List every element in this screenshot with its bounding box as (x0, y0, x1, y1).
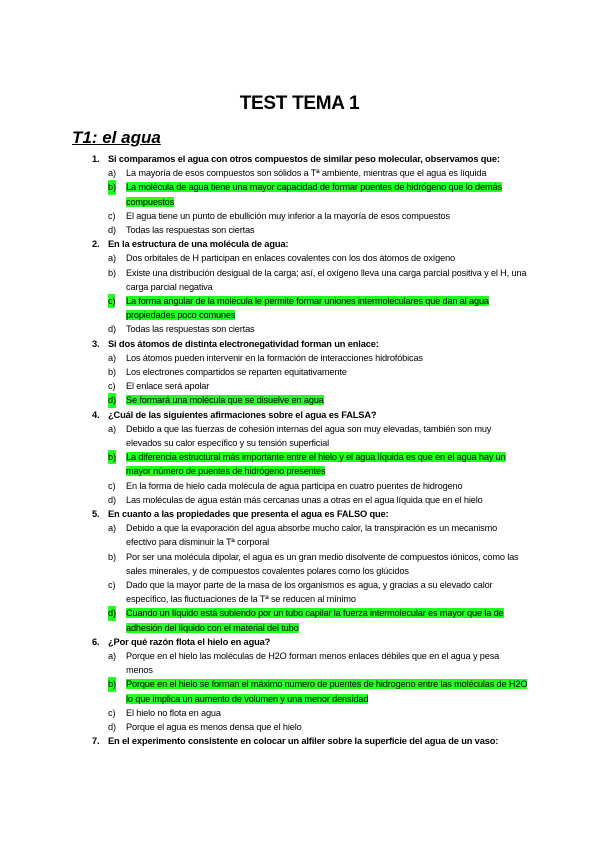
question-4 (0, 408, 599, 507)
answer-option (0, 294, 599, 322)
question-stem (0, 237, 599, 251)
question-number: 5. (92, 509, 100, 520)
option-letter: c) (108, 294, 115, 308)
answer-option (0, 393, 599, 407)
question-text: ¿Por qué razón flota el hielo en agua? (108, 636, 271, 647)
question-text: En el experimento consistente en colocar un alfiler sobre la superficie del agua de un vaso: (108, 736, 499, 747)
option-letter: c) (108, 210, 116, 221)
page-title: TEST TEMA 1 (239, 93, 360, 114)
answer-option (0, 720, 599, 734)
option-letter: b) (108, 267, 116, 278)
answer-option (0, 365, 599, 379)
highlighted-answer-text: La diferencia estructural más importante entre el hielo y el agua líquida es que en el agua hay un mayor número de puentes de hidrógeno presentes (126, 452, 506, 477)
answer-option (0, 379, 599, 393)
answer-option (0, 180, 599, 208)
question-stem (0, 337, 599, 351)
question-number: 4. (92, 409, 100, 420)
answer-option (0, 606, 599, 634)
highlighted-answer-text: La forma angular de la molécula le permite formar uniones intermoleculares que dan al agua propiedades poco comunes (126, 296, 489, 321)
option-letter: c) (108, 707, 116, 718)
question-6 (0, 635, 599, 734)
question-list (0, 152, 599, 748)
section-heading: T1: el agua (72, 128, 161, 147)
option-text: Los electrones compartidos se reparten equitativamente (126, 367, 347, 377)
question-stem (0, 635, 599, 649)
option-letter: a) (108, 523, 116, 534)
option-letter: b) (108, 367, 116, 377)
answer-option (0, 209, 599, 223)
option-text: Porque en el hielo las moléculas de H2O forman menos enlaces débiles que en el agua y pesa menos (126, 651, 500, 676)
option-text: Porque el agua es menos densa que el hielo (126, 722, 302, 733)
option-text: Todas las respuestas son ciertas (126, 324, 255, 335)
answer-option (0, 266, 599, 294)
question-text: En la estructura de una molécula de agua: (108, 239, 289, 250)
option-letter: d) (108, 225, 116, 235)
highlighted-answer-text: Porque en el hielo se forman el máximo numero de puentes de hidrogeno entre las moléculas de H2O lo que implica un aumento de volumen y una menor densidad (126, 679, 528, 704)
option-text: En la forma de hielo cada molécula de agua participa en cuatro puentes de hidrogeno (126, 480, 463, 491)
option-text: Los átomos pueden intervenir en la formación de interacciones hidrofóbicas (126, 352, 423, 363)
option-letter: b) (108, 551, 116, 562)
question-number: 1. (92, 154, 100, 164)
question-text: Si dos átomos de distinta electronegatividad forman un enlace: (108, 338, 379, 349)
question-text: En cuanto a las propiedades que presenta el agua es FALSO que: (108, 509, 389, 520)
option-text: Dos orbitales de H participan en enlaces covalentes con los dos átomos de oxígeno (126, 253, 456, 264)
answer-option (0, 351, 599, 365)
option-letter: a) (108, 651, 116, 662)
answer-option (0, 649, 599, 677)
option-letter: d) (108, 494, 116, 505)
answer-option (0, 422, 599, 450)
option-letter: c) (108, 381, 116, 392)
question-stem (0, 408, 599, 422)
option-letter: d) (108, 722, 116, 733)
question-number: 6. (92, 636, 100, 647)
question-number: 3. (92, 338, 100, 349)
option-letter: a) (108, 168, 116, 179)
question-text: Si comparamos el agua con otros compuestos de similar peso molecular, observamos que: (108, 154, 500, 164)
option-letter: a) (108, 253, 116, 264)
option-text: Debido a que las fuerzas de cohesión internas del agua son muy elevadas, también son muy elevados su calor específico y su tensión superficial (126, 423, 492, 448)
question-text: ¿Cuál de las siguientes afirmaciones sobre el agua es FALSA? (108, 409, 377, 420)
question-3 (0, 337, 599, 408)
answer-option (0, 322, 599, 336)
option-text: Todas las respuestas son ciertas (126, 225, 255, 235)
option-letter: b) (108, 677, 116, 691)
option-letter: a) (108, 352, 116, 363)
answer-option (0, 223, 599, 237)
answer-option (0, 450, 599, 478)
option-letter: c) (108, 480, 116, 491)
option-letter: a) (108, 423, 116, 434)
answer-option (0, 493, 599, 507)
option-letter: b) (108, 450, 116, 464)
option-letter: d) (108, 324, 116, 335)
option-text: El enlace será apolar (126, 381, 210, 392)
option-letter: d) (108, 606, 116, 620)
option-text: El agua tiene un punto de ebullición muy inferior a la mayoría de esos compuestos (126, 210, 450, 221)
highlighted-answer-text: Cuando un líquido está subiendo por un tubo capilar la fuerza intermolecular es mayor que la de adhesión del líquido con el material del tubo (126, 608, 504, 633)
question-7 (0, 734, 599, 748)
answer-option (0, 550, 599, 578)
option-text: Por ser una molécula dipolar, el agua es un gran medio disolvente de compuestos iónicos, como las sales minerales, y de compuestos covalentes polares como los glúcidos (126, 551, 519, 576)
answer-option (0, 166, 599, 180)
answer-option (0, 251, 599, 265)
option-text: El hielo no flota en agua (126, 707, 221, 718)
question-2 (0, 237, 599, 336)
question-stem (0, 152, 599, 166)
answer-option (0, 706, 599, 720)
question-stem (0, 507, 599, 521)
answer-option (0, 677, 599, 705)
option-text: Debido a que la evaporación del agua absorbe mucho calor, la transpiración es un mecanismo efectivo para disminuir la Tª corporal (126, 523, 498, 548)
option-letter: c) (108, 580, 116, 591)
answer-option (0, 578, 599, 606)
question-5 (0, 507, 599, 635)
question-number: 2. (92, 239, 100, 250)
option-text: Dado que la mayor parte de la masa de los organismos es agua, y gracias a su elevado calor específico, las fluctuaciones de la Tª se reducen al mínimo (126, 580, 493, 605)
answer-option (0, 521, 599, 549)
highlighted-answer-text: La molécula de agua tiene una mayor capacidad de formar puentes de hidrógeno que lo demás compuestos (126, 182, 502, 207)
option-text: La mayoría de esos compuestos son sólidos a Tª ambiente, mientras que el agua es líquida (126, 168, 487, 179)
option-text: Existe una distribución desigual de la carga; así, el oxígeno lleva una carga parcial positiva y el H, una carga parcial negativa (126, 267, 527, 292)
answer-option (0, 479, 599, 493)
highlighted-answer-text: Se formará una molécula que se disuelve en agua (126, 395, 324, 406)
option-letter: b) (108, 180, 116, 194)
question-stem (0, 734, 599, 748)
question-1 (0, 152, 599, 237)
option-text: Las moléculas de agua están más cercanas unas a otras en el agua líquida que en el hielo (126, 494, 483, 505)
question-number: 7. (92, 736, 100, 747)
option-letter: d) (108, 393, 116, 407)
